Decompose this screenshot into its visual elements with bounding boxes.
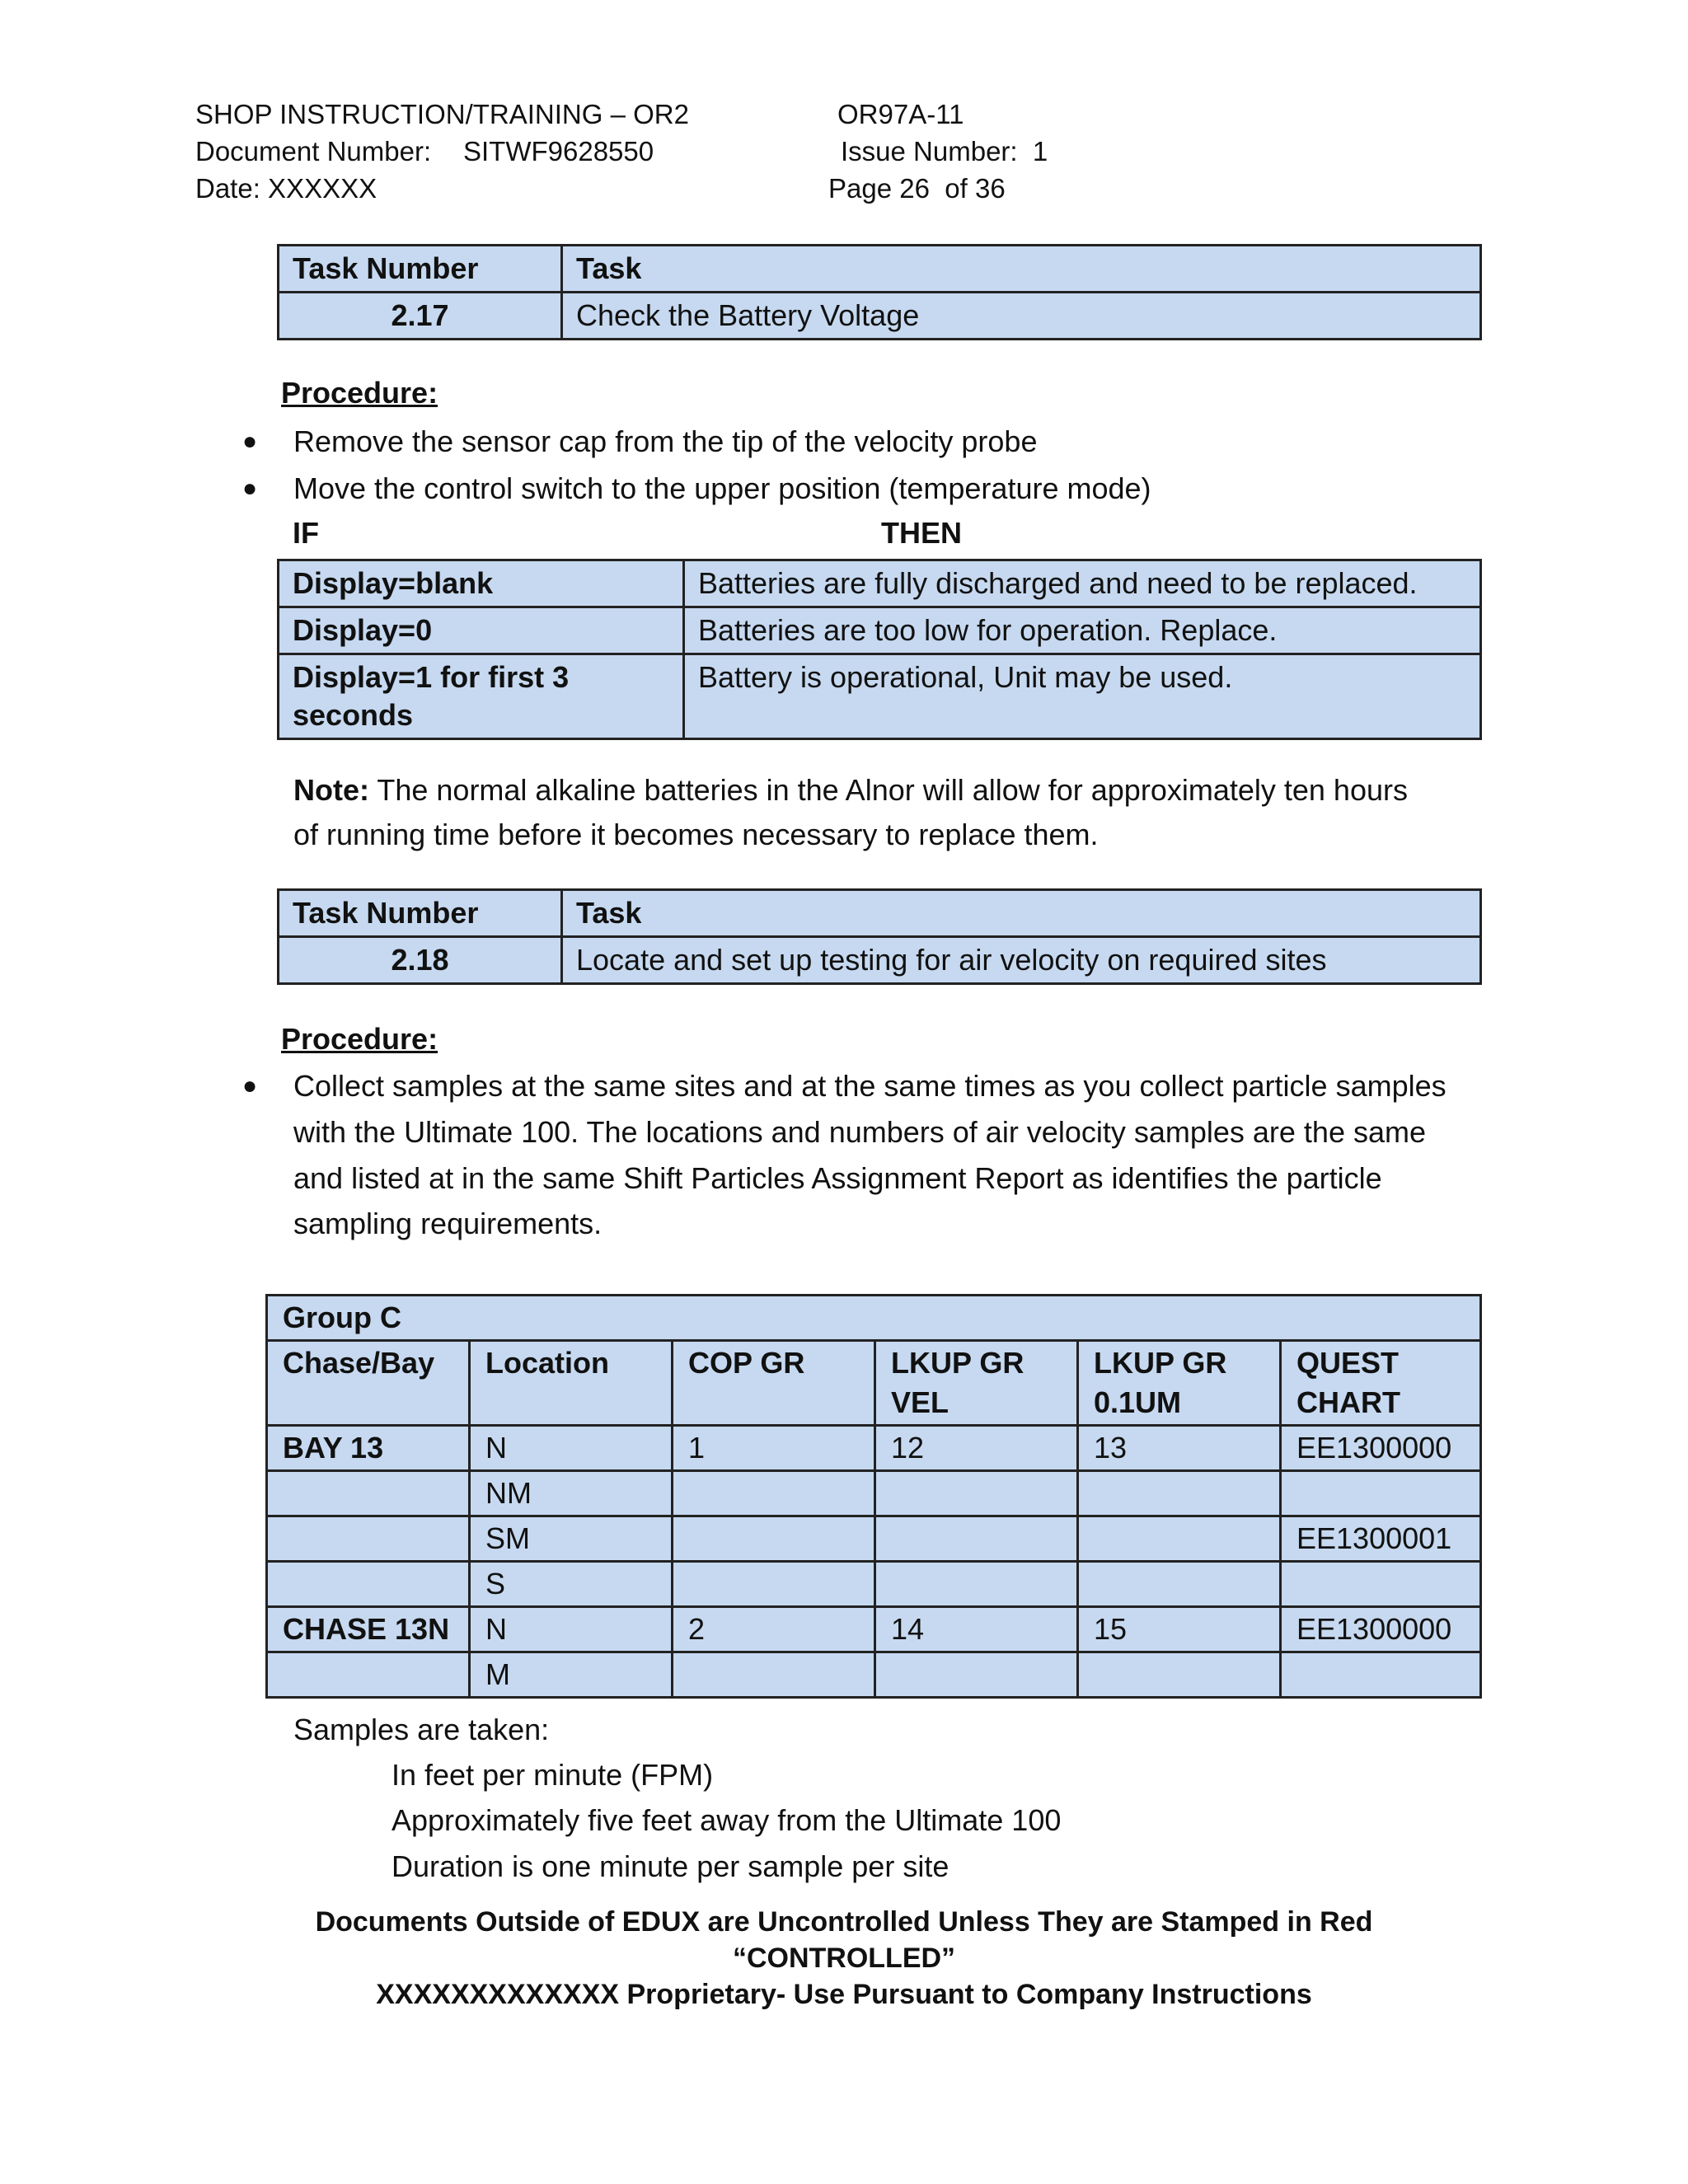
header-document-number: SITWF9628550 xyxy=(463,136,654,166)
cell-lkup-gr-01um xyxy=(1078,1471,1281,1516)
cell-lkup-gr-01um xyxy=(1078,1562,1281,1607)
cell-lkup-gr-vel xyxy=(875,1562,1078,1607)
header-text: VEL xyxy=(891,1385,950,1419)
cell-lkup-gr-vel: 12 xyxy=(875,1426,1078,1471)
footer-proprietary: XXXXXXXXXXXXX Proprietary- Use Pursuant to Company Instructions xyxy=(376,1979,1312,2010)
task-number: 2.17 xyxy=(279,293,562,340)
procedure-step: Remove the sensor cap from the tip of the velocity probe xyxy=(293,424,1038,458)
samples-item: In feet per minute (FPM) xyxy=(392,1758,714,1792)
samples-item: Duration is one minute per sample per site xyxy=(392,1849,950,1883)
header-title: SHOP INSTRUCTION/TRAINING – OR2 xyxy=(195,99,689,129)
cell-lkup-gr-01um xyxy=(1078,1652,1281,1698)
header-text: Location xyxy=(485,1346,609,1380)
header-form-code: OR97A-11 xyxy=(837,99,964,129)
table-row xyxy=(267,1652,1481,1698)
header-text: LKUP GR xyxy=(891,1346,1025,1380)
task-description: Locate and set up testing for air velocity on required sites xyxy=(562,937,1481,984)
group-label: Group C xyxy=(267,1296,1481,1341)
footer-controlled: “CONTROLLED” xyxy=(732,1943,956,1974)
cell-location: N xyxy=(470,1607,673,1652)
bullet-icon: ● xyxy=(242,1072,258,1099)
column-header xyxy=(875,1341,1078,1426)
table-header-row xyxy=(267,1341,1481,1426)
header-text: 0.1UM xyxy=(1094,1385,1182,1419)
if-then-table xyxy=(277,559,1482,740)
group-c-table xyxy=(265,1294,1482,1699)
task-header: Task xyxy=(562,890,1481,937)
header-text: LKUP GR xyxy=(1094,1346,1227,1380)
then-label: THEN xyxy=(881,516,962,550)
table-row xyxy=(267,1562,1481,1607)
cell-location: SM xyxy=(470,1516,673,1562)
header-issue-number: Issue Number: 1 xyxy=(841,136,1048,166)
cell-lkup-gr-01um: 13 xyxy=(1078,1426,1281,1471)
then-result: Batteries are fully discharged and need to be replaced. xyxy=(684,560,1481,607)
procedure-step-line: Collect samples at the same sites and at the same times as you collect particle samples xyxy=(293,1069,1447,1103)
if-condition: Display=1 for first 3 seconds xyxy=(279,654,684,739)
if-condition: Display=blank xyxy=(279,560,684,607)
cell-cop-gr xyxy=(673,1516,875,1562)
cell-lkup-gr-vel xyxy=(875,1652,1078,1698)
cell-chase-bay: BAY 13 xyxy=(267,1426,470,1471)
note-text-line2: of running time before it becomes necessary to replace them. xyxy=(293,818,1099,851)
table-row xyxy=(267,1471,1481,1516)
procedure-step-line: sampling requirements. xyxy=(293,1207,603,1240)
procedure-step-line: and listed at in the same Shift Particles Assignment Report as identifies the particle xyxy=(293,1161,1382,1195)
cell-cop-gr xyxy=(673,1471,875,1516)
column-header xyxy=(1281,1341,1481,1426)
task-table-2-17 xyxy=(277,244,1482,340)
note-text-line1: The normal alkaline batteries in the Alnor will allow for approximately ten hours xyxy=(377,773,1408,807)
cell-location: S xyxy=(470,1562,673,1607)
cell-lkup-gr-01um: 15 xyxy=(1078,1607,1281,1652)
cell-cop-gr xyxy=(673,1562,875,1607)
cell-quest-chart: EE1300000 xyxy=(1281,1607,1481,1652)
header-page-number: Page 26 of 36 xyxy=(828,173,1006,204)
cell-cop-gr: 1 xyxy=(673,1426,875,1471)
note xyxy=(293,767,1497,813)
header-text: QUEST xyxy=(1296,1346,1400,1380)
samples-item: Approximately five feet away from the Ultimate 100 xyxy=(392,1803,1062,1837)
column-header xyxy=(673,1341,875,1426)
header-document-label: Document Number: xyxy=(195,136,432,166)
table-row xyxy=(267,1607,1481,1652)
cell-quest-chart xyxy=(1281,1471,1481,1516)
table-row xyxy=(267,1516,1481,1562)
cell-cop-gr: 2 xyxy=(673,1607,875,1652)
cell-location: N xyxy=(470,1426,673,1471)
cell-quest-chart xyxy=(1281,1652,1481,1698)
header-text: COP GR xyxy=(688,1346,805,1380)
column-header xyxy=(267,1341,470,1426)
procedure-step-line: with the Ultimate 100. The locations and numbers of air velocity samples are the same xyxy=(293,1115,1427,1149)
cell-chase-bay: CHASE 13N xyxy=(267,1607,470,1652)
task-number-header: Task Number xyxy=(279,246,562,293)
cell-location: NM xyxy=(470,1471,673,1516)
task-table-2-18 xyxy=(277,888,1482,985)
cell-lkup-gr-vel xyxy=(875,1516,1078,1562)
then-result: Batteries are too low for operation. Replace. xyxy=(684,607,1481,654)
header-text: Chase/Bay xyxy=(283,1346,435,1380)
task-number: 2.18 xyxy=(279,937,562,984)
column-header xyxy=(470,1341,673,1426)
cell-cop-gr xyxy=(673,1652,875,1698)
cell-chase-bay xyxy=(267,1562,470,1607)
procedure-title: Procedure: xyxy=(281,376,438,410)
cell-chase-bay xyxy=(267,1471,470,1516)
if-label: IF xyxy=(293,516,319,550)
procedure-step: Move the control switch to the upper position (temperature mode) xyxy=(293,471,1151,505)
task-number-header: Task Number xyxy=(279,890,562,937)
bullet-icon: ● xyxy=(242,475,258,502)
cell-quest-chart: EE1300001 xyxy=(1281,1516,1481,1562)
cell-lkup-gr-vel xyxy=(875,1471,1078,1516)
cell-lkup-gr-01um xyxy=(1078,1516,1281,1562)
cell-quest-chart xyxy=(1281,1562,1481,1607)
if-condition: Display=0 xyxy=(279,607,684,654)
cell-chase-bay xyxy=(267,1652,470,1698)
cell-lkup-gr-vel: 14 xyxy=(875,1607,1078,1652)
footer-notice: Documents Outside of EDUX are Uncontrolled Unless They are Stamped in Red xyxy=(315,1906,1373,1938)
note-label: Note: xyxy=(293,773,369,807)
table-row xyxy=(267,1426,1481,1471)
samples-intro: Samples are taken: xyxy=(293,1713,550,1746)
cell-quest-chart: EE1300000 xyxy=(1281,1426,1481,1471)
header-text: CHART xyxy=(1296,1385,1400,1419)
then-result: Battery is operational, Unit may be used. xyxy=(684,654,1481,739)
cell-chase-bay xyxy=(267,1516,470,1562)
header-date: Date: XXXXXX xyxy=(195,173,377,204)
procedure-title: Procedure: xyxy=(281,1022,438,1056)
task-description: Check the Battery Voltage xyxy=(562,293,1481,340)
cell-location: M xyxy=(470,1652,673,1698)
bullet-icon: ● xyxy=(242,428,258,455)
task-header: Task xyxy=(562,246,1481,293)
column-header xyxy=(1078,1341,1281,1426)
